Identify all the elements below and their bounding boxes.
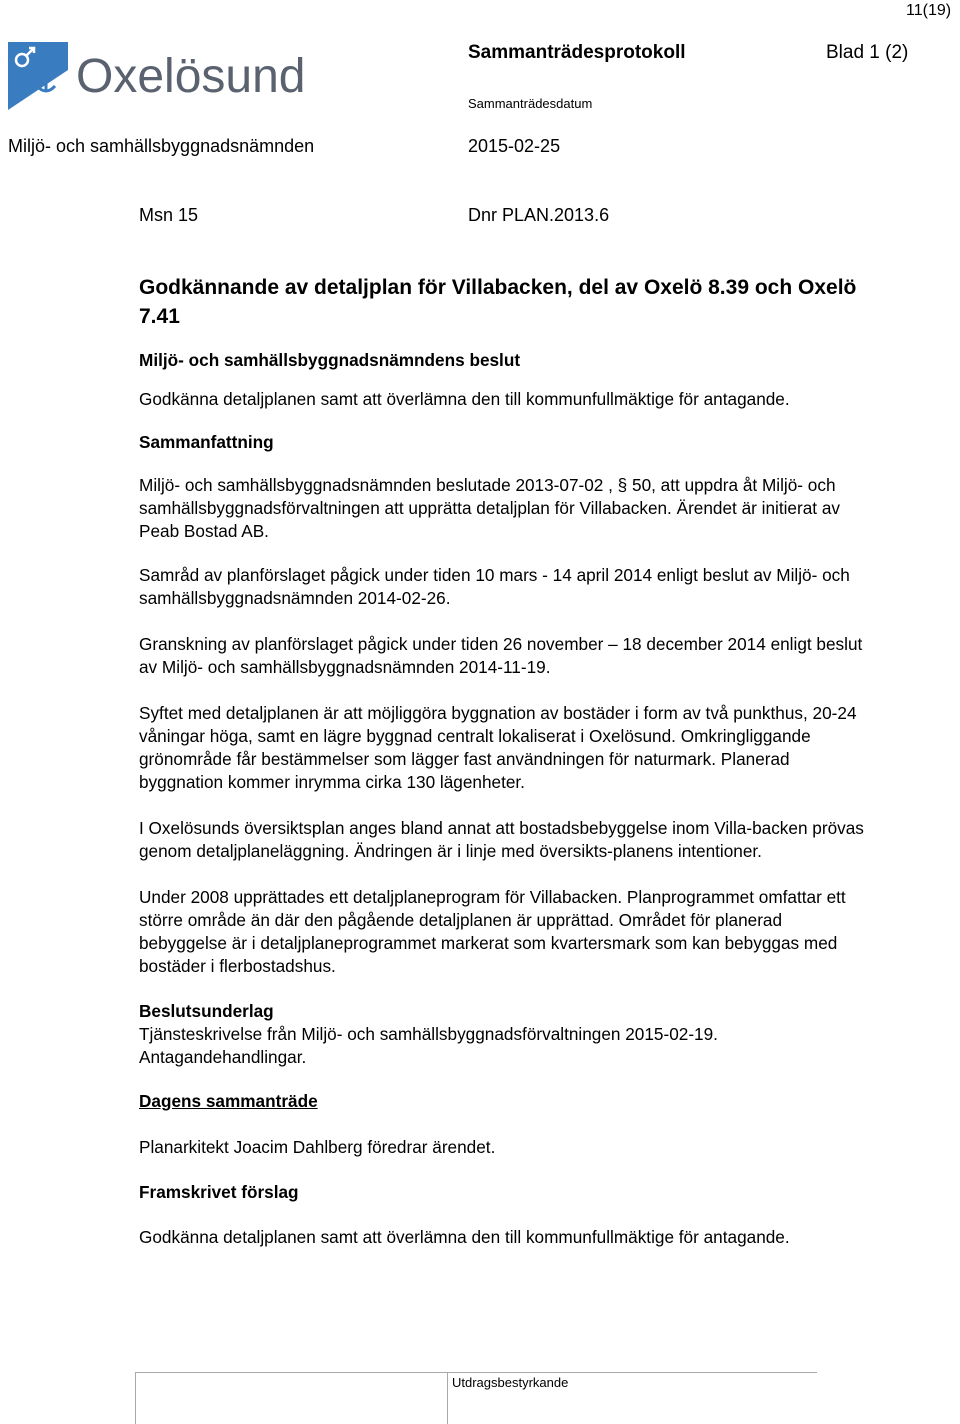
meeting-heading: Dagens sammanträde bbox=[139, 1091, 318, 1111]
coat-of-arms-icon bbox=[8, 42, 68, 110]
summary-paragraph: Samråd av planförslaget pågick under tiden 10 mars - 14 april 2014 enligt beslut av Miljö- och samhällsbyggnadsnämnden 2014-02-26. bbox=[139, 565, 850, 608]
item-title: Godkännande av detaljplan för Villabacken, del av Oxelö 8.39 och Oxelö 7.41 bbox=[139, 276, 857, 328]
proposal-heading: Framskrivet förslag bbox=[139, 1182, 299, 1202]
meeting-date: 2015-02-25 bbox=[468, 136, 561, 156]
sheet-label: Blad 1 (2) bbox=[826, 42, 909, 63]
footer-rule bbox=[135, 1372, 817, 1373]
summary-paragraph: Granskning av planförslaget pågick under tiden 26 november – 18 december 2014 enligt beslut av Miljö- och samhällsbyggnadsnämnden 2014-11-19. bbox=[139, 634, 863, 677]
diary-number: Dnr PLAN.2013.6 bbox=[468, 205, 610, 225]
basis-heading: Beslutsunderlag bbox=[139, 1001, 274, 1021]
basis-line: Antagandehandlingar. bbox=[139, 1047, 307, 1067]
page-number: 11(19) bbox=[906, 2, 952, 19]
oxelosund-logo bbox=[6, 40, 316, 112]
summary-paragraph: Under 2008 upprättades ett detaljplaneprogram för Villabacken. Planprogrammet omfattar ett större område än där den pågående detaljplanen är upprättad. Området för planerad bebyggelse är i detaljplaneprogrammet markerat som kvartersmark som kan bebyggas med bostäder i flerbostadshus. bbox=[139, 887, 846, 976]
protocol-body bbox=[139, 273, 864, 1249]
summary-paragraph: Syftet med detaljplanen är att möjliggöra byggnation av bostäder i form av två punkthus, 20-24 våningar höga, samt en lägre byggnad centralt lokaliserat i Oxelösund. Omkringliggande grönområde får bestämmelser som lägger fast användningen för naturmark. Planerad byggnation kommer inrymma cirka 130 lägenheter. bbox=[139, 703, 857, 792]
decision-heading: Miljö- och samhällsbyggnadsnämndens beslut bbox=[139, 350, 521, 370]
footer-divider bbox=[135, 1372, 136, 1424]
summary-heading: Sammanfattning bbox=[139, 432, 274, 452]
committee-name: Miljö- och samhällsbyggnadsnämnden bbox=[8, 136, 315, 156]
certification-label: Utdragsbestyrkande bbox=[452, 1375, 569, 1390]
basis-line: Tjänsteskrivelse från Miljö- och samhällsbyggnadsförvaltningen 2015-02-19. bbox=[139, 1024, 718, 1044]
meeting-text: Planarkitekt Joacim Dahlberg föredrar ärendet. bbox=[139, 1137, 496, 1157]
brand-wordmark: Oxelösund bbox=[76, 50, 306, 103]
proposal-text: Godkänna detaljplanen samt att överlämna den till kommunfullmäktige för antagande. bbox=[139, 1227, 790, 1247]
footer-divider bbox=[447, 1372, 448, 1424]
meeting-date-caption: Sammanträdesdatum bbox=[468, 96, 593, 111]
document-title: Sammanträdesprotokoll bbox=[468, 42, 686, 63]
summary-paragraph: I Oxelösunds översiktsplan anges bland annat att bostadsbebyggelse inom Villa-backen prövas genom detaljplaneläggning. Ändringen är i linje med översikts-planens intentioner. bbox=[139, 818, 864, 861]
case-number: Msn 15 bbox=[139, 205, 199, 225]
decision-text: Godkänna detaljplanen samt att överlämna den till kommunfullmäktige för antagande. bbox=[139, 389, 790, 409]
summary-paragraph: Miljö- och samhällsbyggnadsnämnden beslutade 2013-07-02 , § 50, att uppdra åt Miljö- och samhällsbyggnadsförvaltningen att upprätta detaljplan för Villabacken. Ärendet är initierat av Peab Bostad AB. bbox=[139, 475, 840, 541]
